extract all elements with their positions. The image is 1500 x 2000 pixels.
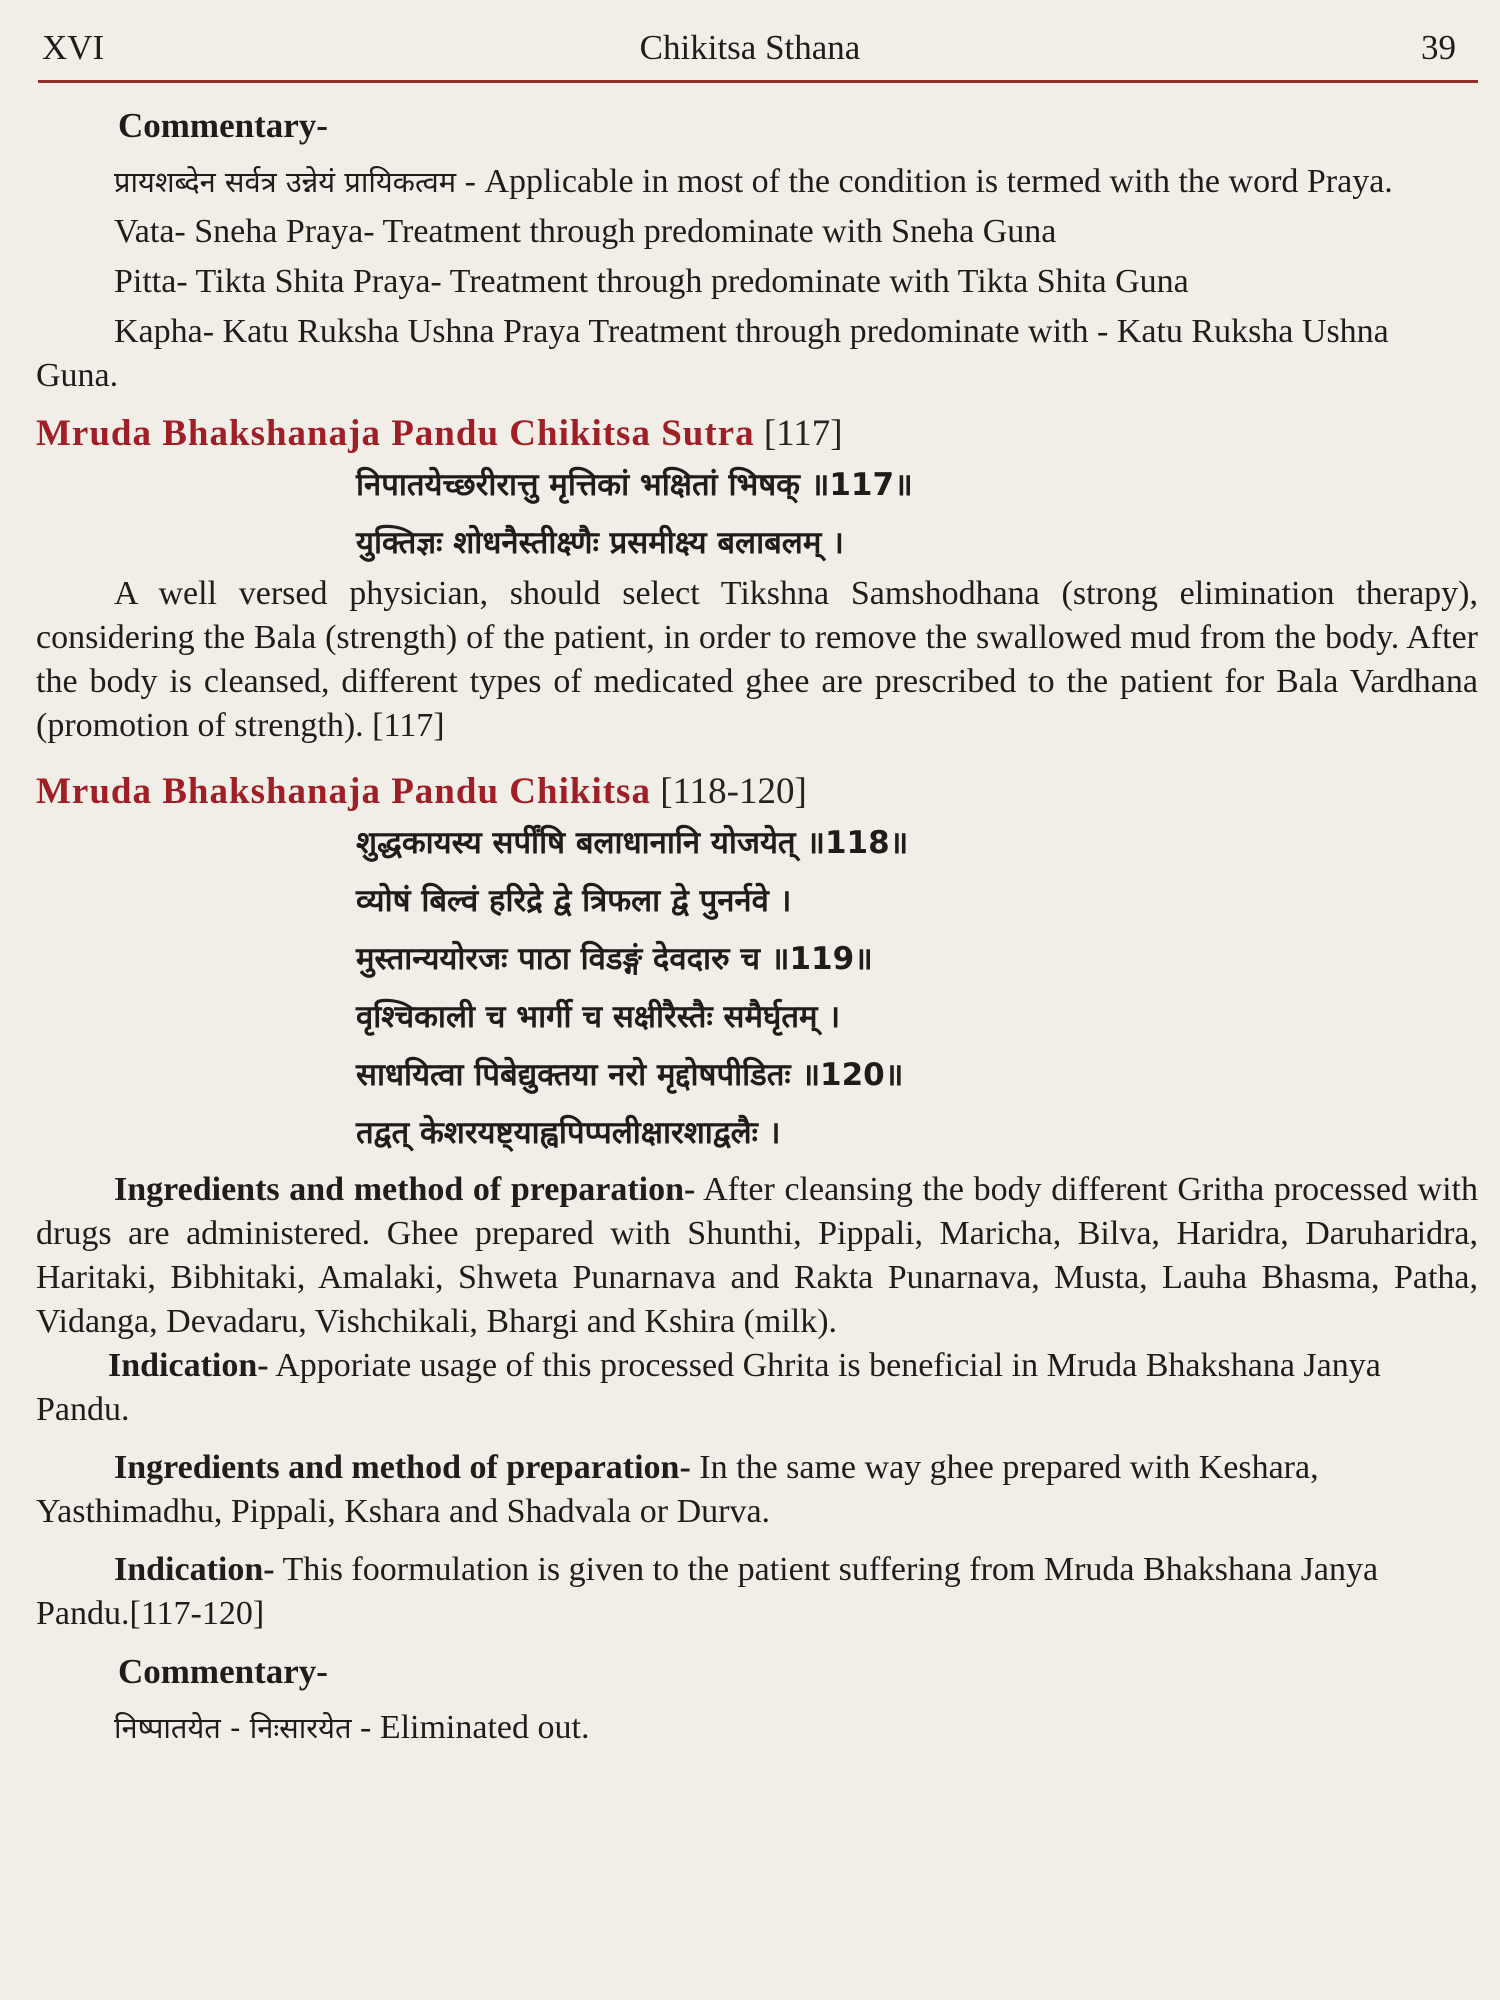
sanskrit-term: निष्पातयेत - निःसारयेत — [114, 1711, 352, 1745]
commentary-kapha: Kapha- Katu Ruksha Ushna Praya Treatment through predominate with - Katu Ruksha Ushna Guna. — [36, 313, 1389, 394]
ingredients-text: After cleansing the body different Gritha processed with drugs are administered. Ghee prepared with Shunthi, Pippali, Maricha, Bilva, Haridra, Daruharidra, Haritaki, Bibhitaki, Amalaki, Shweta Punarnava and Rakta Punarnava, Musta, Lauha Bhasma, Patha, Vidanga, Devadaru, Vishchikali, Bhargi and Kshira (milk). — [36, 1171, 1478, 1340]
commentary-heading: Commentary- — [118, 106, 328, 145]
english-gloss: - Eliminated out. — [351, 1709, 590, 1746]
section-ref: [118-120] — [650, 771, 807, 812]
commentary-vata: Vata- Sneha Praya- Treatment through predominate with Sneha Guna — [114, 213, 1057, 250]
commentary-heading-2: Commentary- — [118, 1652, 328, 1691]
ingredients-label: Ingredients and method of preparation- — [114, 1171, 696, 1208]
section-heading-chikitsa — [36, 770, 1478, 814]
indication-paragraph-2 — [36, 1548, 1478, 1636]
header-rule — [38, 80, 1478, 83]
verse-line: शुद्धकायस्य सर्पींषि बलाधानानि योजयेत् ॥118॥ — [356, 825, 909, 861]
running-header — [38, 22, 1462, 78]
section-ref: [117] — [754, 413, 843, 454]
sanskrit-term: प्रायशब्देन सर्वत्र उन्नेयं प्रायिकत्वम — [114, 165, 457, 199]
section-heading-sutra — [36, 412, 1478, 456]
ingredients-label: Ingredients and method of preparation- — [114, 1449, 691, 1486]
indication-label: Indication- — [108, 1347, 269, 1384]
commentary-pitta: Pitta- Tikta Shita Praya- Treatment through predominate with Tikta Shita Guna — [114, 263, 1189, 300]
verse-block-117 — [356, 456, 1478, 572]
verse-block-118-120 — [356, 814, 1478, 1162]
verse-line: तद्वत् केशरयष्ट्याह्वपिप्पलीक्षारशाद्वलैः । — [356, 1115, 781, 1151]
section-title: Mruda Bhakshanaja Pandu Chikitsa Sutra — [36, 413, 755, 454]
ingredients-text: In the same way ghee prepared with Keshara, Yasthimadhu, Pippali, Kshara and Shadvala or Durva. — [36, 1449, 1319, 1530]
translation-117: A well versed physician, should select Tikshna Samshodhana (strong elimination therapy), considering the Bala (strength) of the patient, in order to remove the swallowed mud from the body. After the body is cleansed, different types of medicated ghee are prescribed to the patient for Bala Vardhana (promotion of strength). [117] — [36, 575, 1478, 744]
indication-text: This foormulation is given to the patient suffering from Mruda Bhakshana Janya Pandu.[117-120] — [36, 1551, 1379, 1632]
verse-line: युक्तिज्ञः शोधनैस्तीक्ष्णैः प्रसमीक्ष्य बलाबलम् । — [356, 525, 844, 561]
indication-paragraph-1 — [36, 1344, 1478, 1432]
english-gloss: - Applicable in most of the condition is termed with the word Praya. — [456, 163, 1393, 200]
commentary-eliminated-line — [36, 1706, 1478, 1750]
indication-label: Indication- — [114, 1551, 275, 1588]
commentary-praya-line — [36, 160, 1478, 204]
page-body — [36, 104, 1478, 1750]
indication-text: Apporiate usage of this processed Ghrita is beneficial in Mruda Bhakshana Janya Pandu. — [36, 1347, 1381, 1428]
ingredients-paragraph-1 — [36, 1168, 1478, 1344]
verse-line: साधयित्वा पिबेद्युक्तया नरो मृद्दोषपीडितः ॥120॥ — [356, 1057, 904, 1093]
ingredients-paragraph-2 — [36, 1446, 1478, 1534]
section-title: Mruda Bhakshanaja Pandu Chikitsa — [36, 771, 651, 812]
running-title: Chikitsa Sthana — [639, 28, 861, 67]
verse-line: व्योषं बिल्वं हरिद्रे द्वे त्रिफला द्वे पुनर्नवे । — [356, 883, 792, 919]
page-number: 39 — [1421, 28, 1456, 67]
verse-line: निपातयेच्छरीरात्तु मृत्तिकां भक्षितां भिषक् ॥117॥ — [356, 467, 913, 503]
verse-line: वृश्चिकाली च भार्गी च सक्षीरैस्तैः समैर्घृतम् । — [356, 999, 841, 1035]
verse-line: मुस्तान्ययोरजः पाठा विडङ्गं देवदारु च ॥119॥ — [356, 941, 873, 977]
chapter-number: XVI — [42, 28, 105, 67]
